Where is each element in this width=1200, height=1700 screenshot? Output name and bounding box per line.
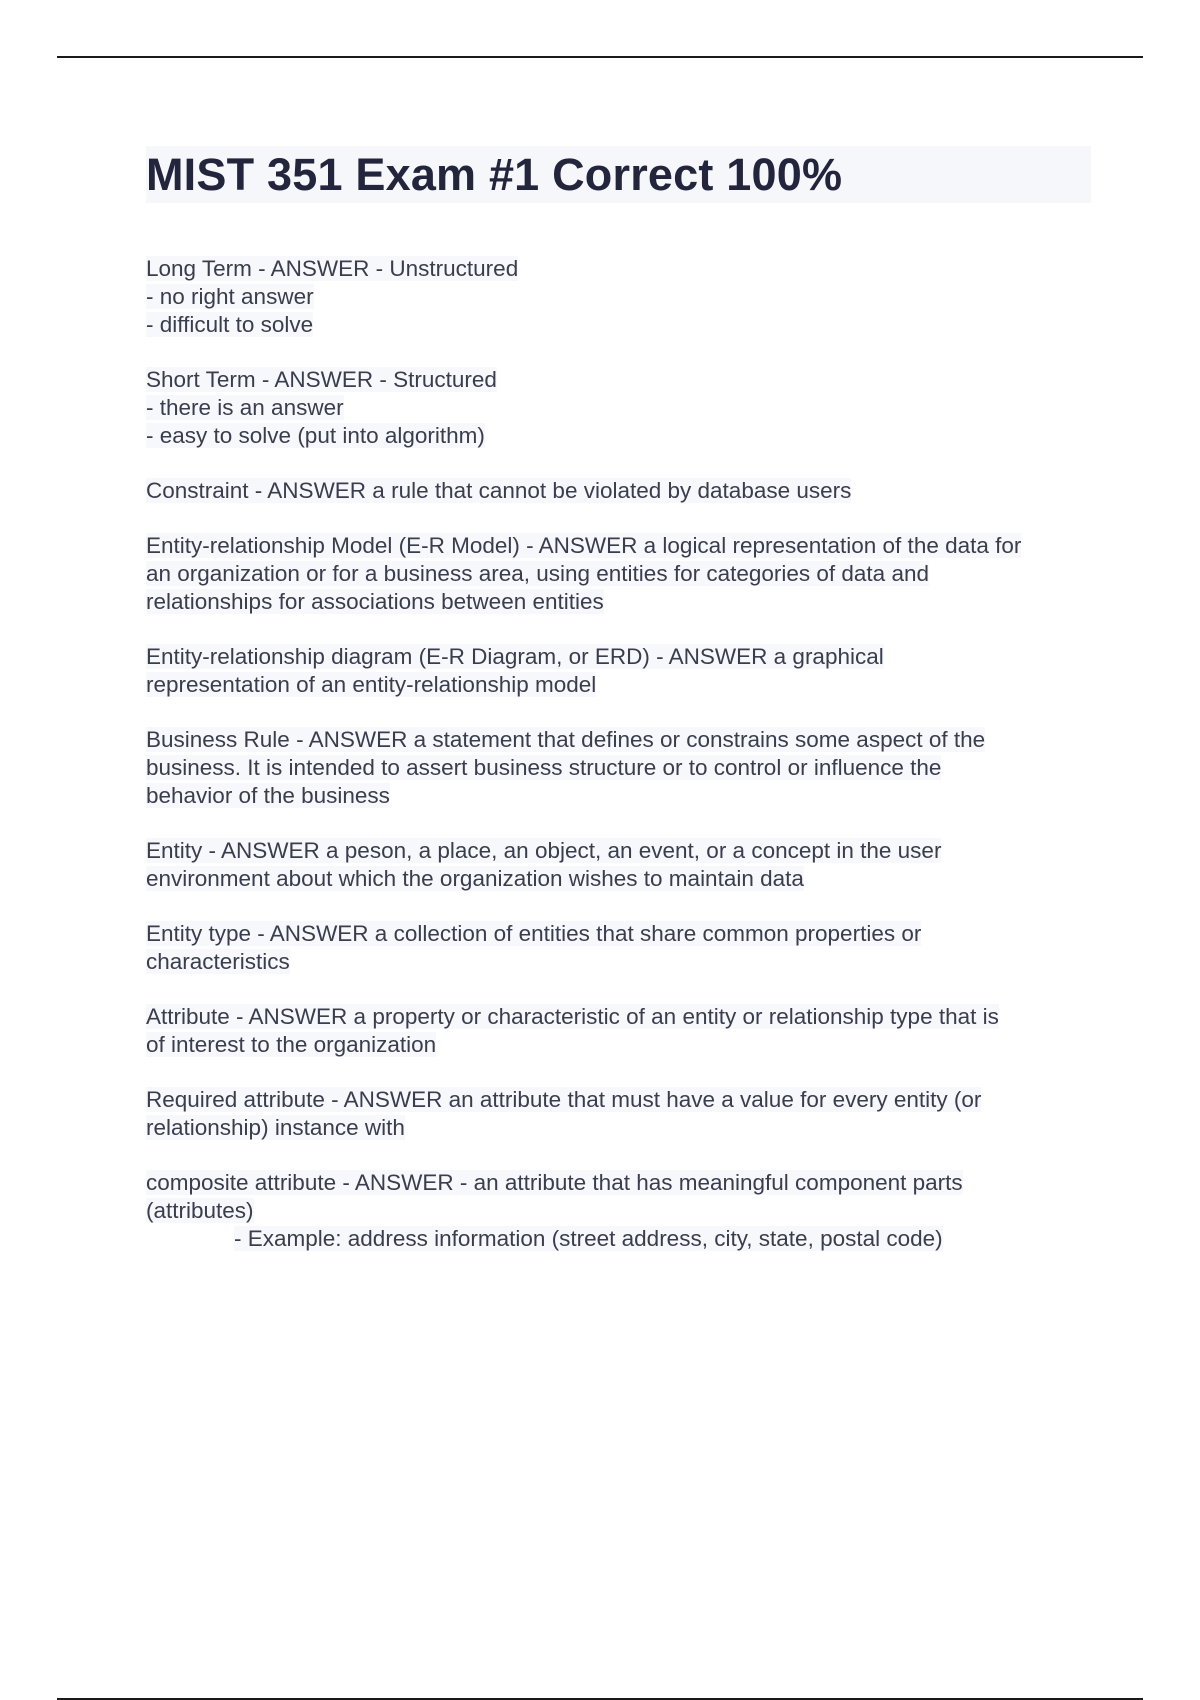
entry-line: relationship) instance with bbox=[146, 1115, 405, 1140]
entry-line: Entity-relationship Model (E-R Model) - ANSWER a logical representation of the data for bbox=[146, 533, 1022, 558]
flashcard-list bbox=[146, 255, 1091, 1253]
entry-line: Entity type - ANSWER a collection of entities that share common properties or bbox=[146, 921, 922, 946]
document-title: MIST 351 Exam #1 Correct 100% bbox=[146, 149, 843, 200]
flashcard-entry bbox=[146, 1086, 1091, 1142]
flashcard-entry bbox=[146, 366, 1091, 450]
entry-line: business. It is intended to assert business structure or to control or influence the bbox=[146, 755, 942, 780]
flashcard-entry bbox=[146, 477, 1091, 505]
entry-line: Long Term - ANSWER - Unstructured bbox=[146, 256, 519, 281]
flashcard-entry bbox=[146, 837, 1091, 893]
entry-line: Attribute - ANSWER a property or characteristic of an entity or relationship type that is bbox=[146, 1004, 999, 1029]
flashcard-entry bbox=[146, 643, 1091, 699]
entry-line: Short Term - ANSWER - Structured bbox=[146, 367, 497, 392]
flashcard-entry bbox=[146, 920, 1091, 976]
entry-line: Required attribute - ANSWER an attribute that must have a value for every entity (or bbox=[146, 1087, 982, 1112]
flashcard-entry bbox=[146, 1003, 1091, 1059]
entry-line: - difficult to solve bbox=[146, 312, 314, 337]
entry-line: - easy to solve (put into algorithm) bbox=[146, 423, 485, 448]
entry-line: an organization or for a business area, using entities for categories of data and bbox=[146, 561, 929, 586]
document-body bbox=[146, 146, 1091, 1280]
entry-line: - Example: address information (street address, city, state, postal code) bbox=[234, 1226, 943, 1251]
entry-line: behavior of the business bbox=[146, 783, 390, 808]
page-top-rule bbox=[57, 56, 1143, 58]
entry-line: environment about which the organization wishes to maintain data bbox=[146, 866, 804, 891]
flashcard-entry bbox=[146, 255, 1091, 339]
entry-line: - there is an answer bbox=[146, 395, 344, 420]
entry-line: representation of an entity-relationship model bbox=[146, 672, 597, 697]
flashcard-entry bbox=[146, 532, 1091, 616]
flashcard-entry bbox=[146, 1169, 1091, 1253]
entry-line: - no right answer bbox=[146, 284, 314, 309]
entry-line: (attributes) bbox=[146, 1198, 254, 1223]
entry-line: composite attribute - ANSWER - an attribute that has meaningful component parts bbox=[146, 1170, 963, 1195]
entry-line: Constraint - ANSWER a rule that cannot be violated by database users bbox=[146, 478, 852, 503]
entry-line: Business Rule - ANSWER a statement that defines or constrains some aspect of the bbox=[146, 727, 986, 752]
entry-line: of interest to the organization bbox=[146, 1032, 437, 1057]
flashcard-entry bbox=[146, 726, 1091, 810]
entry-line: Entity-relationship diagram (E-R Diagram, or ERD) - ANSWER a graphical bbox=[146, 644, 884, 669]
entry-line: relationships for associations between entities bbox=[146, 589, 604, 614]
title-band bbox=[146, 146, 1091, 203]
entry-line: Entity - ANSWER a peson, a place, an object, an event, or a concept in the user bbox=[146, 838, 942, 863]
entry-line: characteristics bbox=[146, 949, 290, 974]
